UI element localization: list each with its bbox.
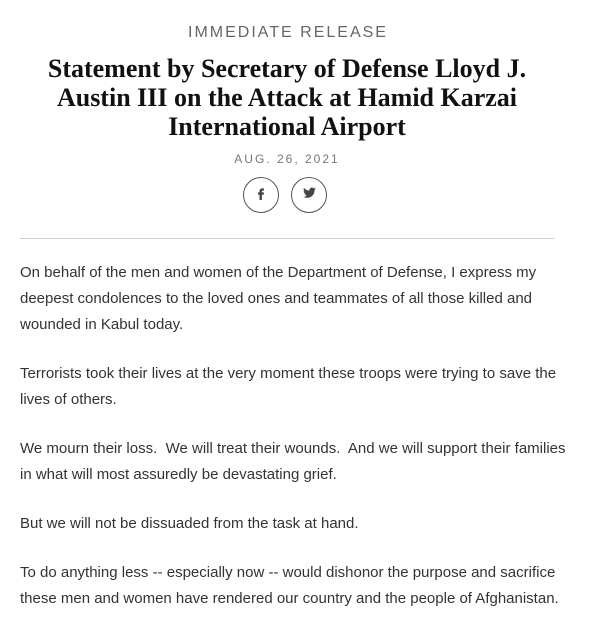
facebook-icon bbox=[254, 186, 268, 205]
paragraph: To do anything less -- especially now -- would dishonor the purpose and sacrifice these men and women have rendered our country and the people of Afghanistan. bbox=[20, 564, 560, 607]
publish-date: AUG. 26, 2021 bbox=[234, 152, 340, 166]
header-divider bbox=[20, 238, 554, 239]
twitter-share-button[interactable] bbox=[291, 177, 327, 213]
release-type-label: IMMEDIATE RELEASE bbox=[188, 24, 388, 41]
paragraph: On behalf of the men and women of the Department of Defense, I express my deepest condolences to the loved ones and teammates of all those killed and wounded in Kabul today. bbox=[20, 264, 541, 333]
statement-body bbox=[20, 260, 580, 629]
paragraph: Terrorists took their lives at the very moment these troops were trying to save the lives of others. bbox=[20, 365, 561, 408]
twitter-icon bbox=[302, 186, 317, 205]
paragraph: We mourn their loss. We will treat their wounds. And we will support their families in what will most assuredly be devastating grief. bbox=[20, 440, 570, 483]
facebook-share-button[interactable] bbox=[243, 177, 279, 213]
share-buttons bbox=[243, 177, 327, 213]
paragraph: But we will not be dissuaded from the task at hand. bbox=[20, 515, 359, 532]
page-title: Statement by Secretary of Defense Lloyd J. Austin III on the Attack at Hamid Karzai International Airport bbox=[47, 54, 527, 141]
